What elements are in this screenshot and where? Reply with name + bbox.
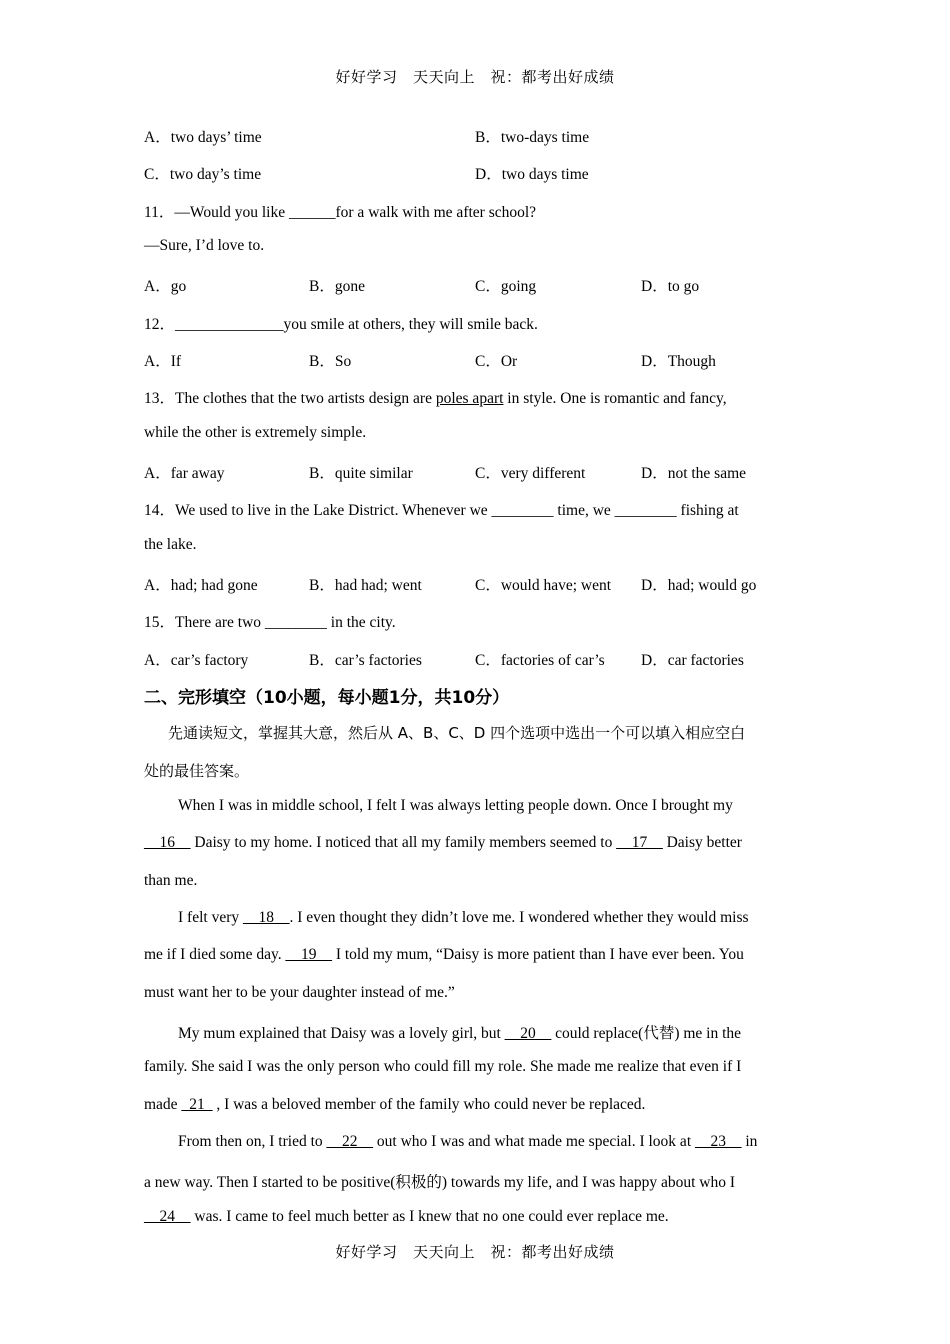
section-instructions-line2: 处的最佳答案。 bbox=[144, 762, 250, 780]
q13-option-b: B．quite similar bbox=[309, 465, 413, 482]
passage-text: made bbox=[144, 1096, 182, 1113]
q12-option-a: A．If bbox=[144, 353, 182, 370]
section-instructions: 先通读短文，掌握其大意，然后从 A、B、C、D 四个选项中选出一个可以填入相应空白 bbox=[168, 724, 746, 742]
passage-p1-line2 bbox=[144, 834, 742, 852]
passage-text: , I was a beloved member of the family who could never be replaced. bbox=[212, 1096, 646, 1113]
q15-option-b: B．car’s factories bbox=[309, 652, 422, 669]
q11-option-b: B．gone bbox=[309, 278, 365, 295]
q13-option-d: D．not the same bbox=[641, 465, 747, 482]
passage-p2-line1 bbox=[178, 909, 749, 927]
blank-18: __18__ bbox=[242, 909, 290, 926]
q11-option-c: C．going bbox=[475, 278, 537, 295]
q10-option-b: B．two-days time bbox=[475, 129, 590, 146]
blank-23: __23__ bbox=[695, 1133, 742, 1150]
passage-p4-line3 bbox=[144, 1208, 669, 1226]
q15-option-c: C．factories of car’s bbox=[475, 652, 605, 669]
passage-text: I felt very bbox=[178, 909, 243, 926]
q15-option-a: A．car’s factory bbox=[144, 652, 249, 669]
passage-p1-line1: When I was in middle school, I felt I was always letting people down. Once I brought my bbox=[178, 797, 733, 814]
q13-stem bbox=[144, 386, 727, 408]
passage-p2-line2 bbox=[144, 946, 744, 964]
blank-20: __20__ bbox=[504, 1025, 552, 1042]
q10-option-d: D．two days time bbox=[475, 166, 589, 183]
blank-16: __16__ bbox=[144, 834, 191, 851]
page-footer: 好好学习 天天向上 祝：都考出好成绩 bbox=[335, 1243, 615, 1261]
passage-text: My mum explained that Daisy was a lovely girl, but bbox=[178, 1025, 505, 1042]
passage-p3-line2: family. She said I was the only person who could fill my role. She made me realize that even if I bbox=[144, 1058, 742, 1075]
blank-21: _21_ bbox=[181, 1096, 213, 1113]
q12-stem bbox=[144, 312, 538, 334]
passage-text: From then on, I tried to bbox=[178, 1133, 327, 1150]
q13-option-c: C．very different bbox=[475, 465, 586, 482]
blank-19: __19__ bbox=[285, 946, 332, 963]
q12-option-c: C．Or bbox=[475, 353, 518, 370]
page-header: 好好学习 天天向上 祝：都考出好成绩 bbox=[335, 68, 615, 86]
blank-22: __22__ bbox=[326, 1133, 374, 1150]
q12-number: 12． bbox=[144, 316, 176, 333]
q15-option-d: D．car factories bbox=[641, 652, 744, 669]
passage-p4-line1 bbox=[178, 1133, 757, 1151]
q14-stem: 14．We used to live in the Lake District. Whenever we ________ time, we ________ fishing at bbox=[144, 502, 739, 519]
q13-stem-line2: while the other is extremely simple. bbox=[144, 424, 367, 441]
q11-option-a: A．go bbox=[144, 278, 187, 295]
q13-option-a: A．far away bbox=[144, 465, 225, 482]
q15-stem: 15．There are two ________ in the city. bbox=[144, 614, 396, 631]
q14-option-a: A．had; had gone bbox=[144, 577, 258, 594]
passage-p3-line3 bbox=[144, 1096, 645, 1114]
q11-option-d: D．to go bbox=[641, 278, 700, 295]
blank-17: __17__ bbox=[616, 834, 663, 851]
passage-text: in bbox=[741, 1133, 758, 1150]
passage-text: Daisy to my home. I noticed that all my family members seemed to bbox=[190, 834, 617, 851]
q14-stem-line2: the lake. bbox=[144, 536, 197, 553]
q10-option-a: A．two days’ time bbox=[144, 129, 262, 146]
passage-p2-line3: must want her to be your daughter instead of me.” bbox=[144, 984, 455, 1001]
blank-24: __24__ bbox=[144, 1208, 191, 1225]
q12-rest: you smile at others, they will smile back. bbox=[283, 316, 538, 333]
q13-post: in style. One is romantic and fancy, bbox=[503, 390, 727, 407]
passage-p3-line1 bbox=[178, 1021, 741, 1043]
q12-option-b: B．So bbox=[309, 353, 352, 370]
section-title: 二、完形填空（10小题，每小题1分，共10分） bbox=[144, 688, 510, 708]
q13-underlined-phrase: poles apart bbox=[435, 390, 504, 407]
passage-text: Daisy better bbox=[662, 834, 742, 851]
passage-text: I told my mum, “Daisy is more patient than I have ever been. You bbox=[331, 946, 744, 963]
passage-text: . I even thought they didn’t love me. I wondered whether they would miss bbox=[289, 909, 749, 926]
passage-p4-line2: a new way. Then I started to be positive(积极的) towards my life, and I was happy about who I bbox=[144, 1174, 736, 1191]
passage-text: was. I came to feel much better as I knew that no one could ever replace me. bbox=[190, 1208, 669, 1225]
passage-text: me if I died some day. bbox=[144, 946, 286, 963]
q11-reply: —Sure, I’d love to. bbox=[144, 237, 265, 254]
passage-p1-line3: than me. bbox=[144, 872, 198, 889]
q11-stem: 11．—Would you like ______for a walk with me after school? bbox=[144, 204, 537, 221]
q12-option-d: D．Though bbox=[641, 353, 716, 370]
q13-pre: 13．The clothes that the two artists design are bbox=[144, 390, 436, 407]
passage-text: out who I was and what made me special. I look at bbox=[373, 1133, 695, 1150]
q14-option-d: D．had; would go bbox=[641, 577, 757, 594]
q14-option-c: C．would have; went bbox=[475, 577, 612, 594]
q12-blank: ______________ bbox=[175, 316, 284, 333]
q10-option-c: C．two day’s time bbox=[144, 166, 262, 183]
q14-option-b: B．had had; went bbox=[309, 577, 422, 594]
passage-text: could replace(代替) me in the bbox=[551, 1025, 742, 1042]
